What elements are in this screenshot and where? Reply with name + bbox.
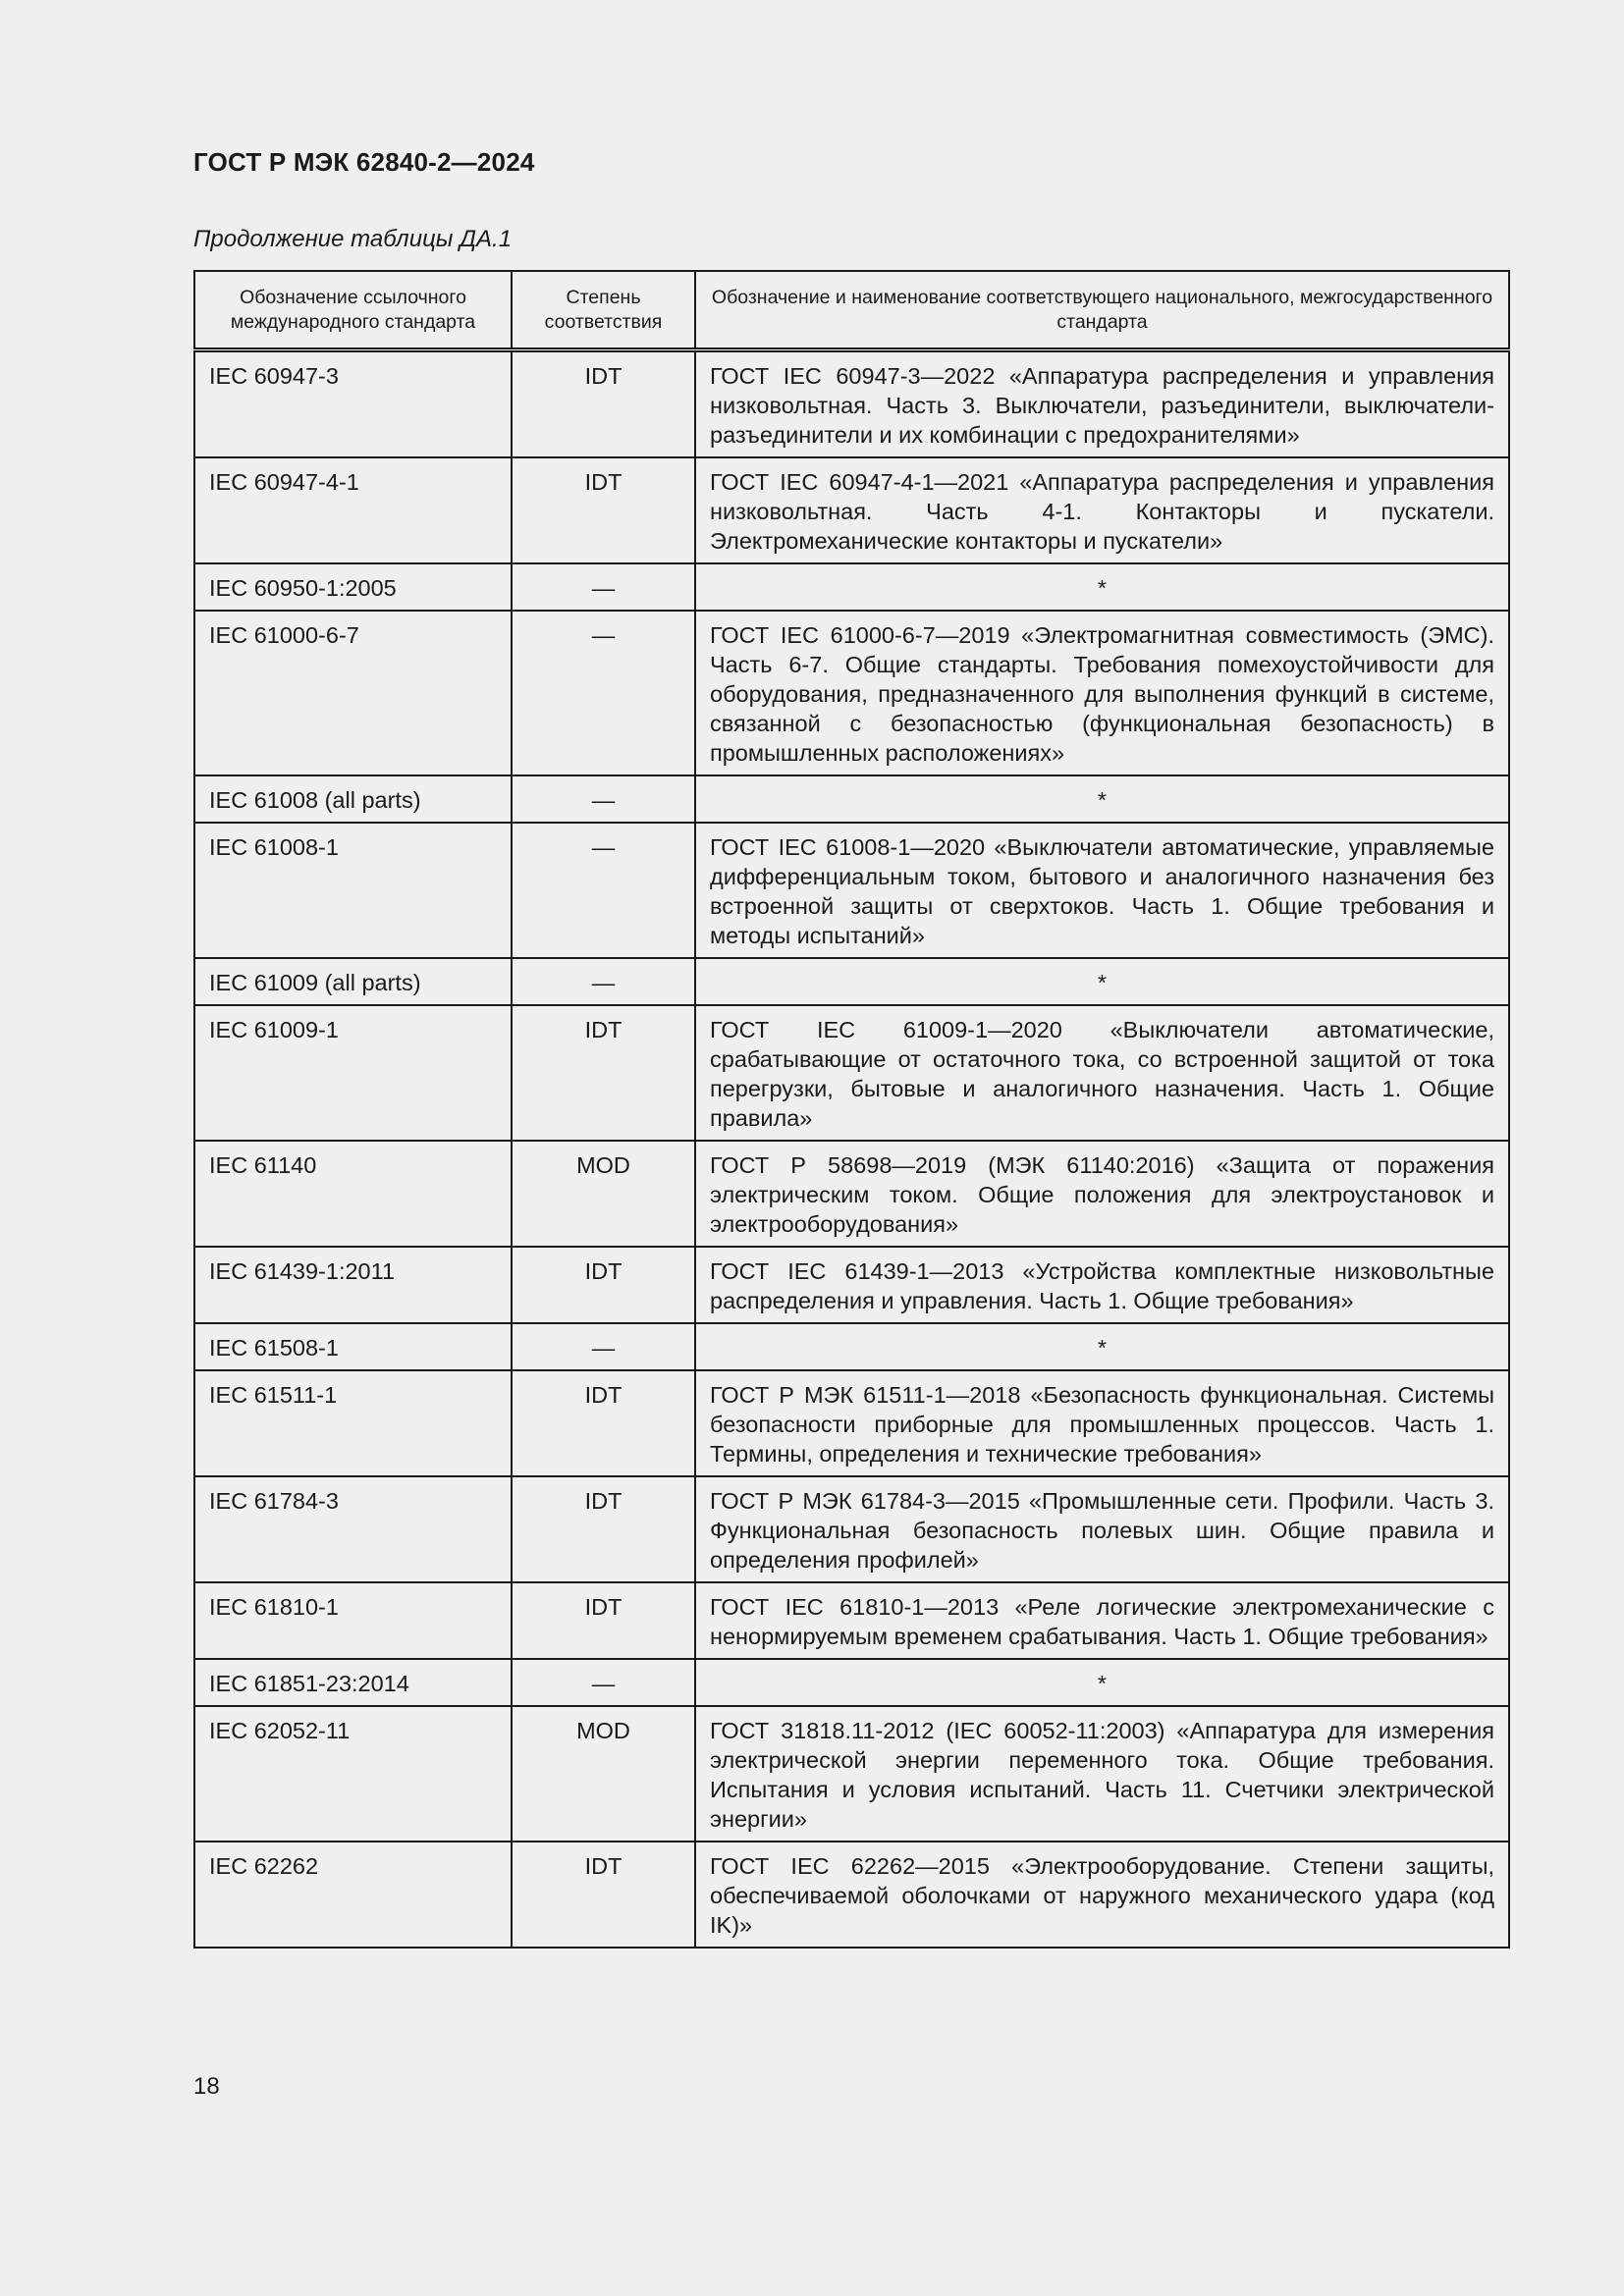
table-row bbox=[194, 611, 1509, 775]
table-row bbox=[194, 775, 1509, 823]
national-standard-cell: ГОСТ IEC 62262—2015 «Электрооборудование. Степени защиты, обеспечиваемой оболочками от наружного механического удара (код IK)» bbox=[695, 1842, 1509, 1948]
reference-standard-cell: IEC 60950-1:2005 bbox=[194, 563, 512, 611]
table-row bbox=[194, 1247, 1509, 1323]
conformity-degree-cell: IDT bbox=[512, 1476, 695, 1582]
national-standard-cell: ГОСТ 31818.11-2012 (IEC 60052-11:2003) «Аппаратура для измерения электрической энергии переменного тока. Общие требования. Испытания и условия испытаний. Часть 11. Счетчики электрической энергии» bbox=[695, 1706, 1509, 1842]
reference-standard-cell: IEC 61009-1 bbox=[194, 1005, 512, 1141]
reference-standards-table bbox=[193, 270, 1510, 1949]
table-row bbox=[194, 958, 1509, 1005]
reference-standard-cell: IEC 61810-1 bbox=[194, 1582, 512, 1659]
page-number: 18 bbox=[193, 2073, 220, 2100]
table-row bbox=[194, 1370, 1509, 1476]
national-standard-cell: ГОСТ Р 58698—2019 (МЭК 61140:2016) «Защита от поражения электрическим током. Общие положения для электроустановок и электрооборудования» bbox=[695, 1141, 1509, 1247]
reference-standard-cell: IEC 61000-6-7 bbox=[194, 611, 512, 775]
conformity-degree-cell: — bbox=[512, 1659, 695, 1706]
national-standard-cell: ГОСТ Р МЭК 61784-3—2015 «Промышленные сети. Профили. Часть 3. Функциональная безопасность полевых шин. Общие правила и определения профилей» bbox=[695, 1476, 1509, 1582]
conformity-degree-cell: IDT bbox=[512, 350, 695, 458]
table-row bbox=[194, 823, 1509, 958]
reference-standard-cell: IEC 61008 (all parts) bbox=[194, 775, 512, 823]
reference-standard-cell: IEC 62262 bbox=[194, 1842, 512, 1948]
conformity-degree-cell: MOD bbox=[512, 1141, 695, 1247]
national-standard-cell: ГОСТ IEC 61810-1—2013 «Реле логические электромеханические с ненормируемым временем срабатывания. Часть 1. Общие требования» bbox=[695, 1582, 1509, 1659]
table-row bbox=[194, 1659, 1509, 1706]
reference-standard-cell: IEC 61140 bbox=[194, 1141, 512, 1247]
national-standard-cell: ГОСТ IEC 60947-3—2022 «Аппаратура распределения и управления низковольтная. Часть 3. Выключатели, разъединители, выключатели-разъединители и их комбинации с предохранителями» bbox=[695, 350, 1509, 458]
column-header-national: Обозначение и наименование соответствующего национального, межгосударственного стандарта bbox=[695, 271, 1509, 350]
reference-standard-cell: IEC 61009 (all parts) bbox=[194, 958, 512, 1005]
national-standard-cell: * bbox=[695, 563, 1509, 611]
reference-standard-cell: IEC 61851-23:2014 bbox=[194, 1659, 512, 1706]
national-standard-cell: ГОСТ IEC 61009-1—2020 «Выключатели автоматические, срабатывающие от остаточного тока, со встроенной защитой от тока перегрузки, бытовые и аналогичного назначения. Часть 1. Общие правила» bbox=[695, 1005, 1509, 1141]
table-row bbox=[194, 1582, 1509, 1659]
reference-standard-cell: IEC 61008-1 bbox=[194, 823, 512, 958]
conformity-degree-cell: IDT bbox=[512, 1005, 695, 1141]
conformity-degree-cell: — bbox=[512, 958, 695, 1005]
conformity-degree-cell: IDT bbox=[512, 1370, 695, 1476]
conformity-degree-cell: — bbox=[512, 823, 695, 958]
table-body bbox=[194, 350, 1509, 1949]
column-header-reference: Обозначение ссылочного международного стандарта bbox=[194, 271, 512, 350]
national-standard-cell: * bbox=[695, 958, 1509, 1005]
reference-standard-cell: IEC 60947-3 bbox=[194, 350, 512, 458]
national-standard-cell: ГОСТ Р МЭК 61511-1—2018 «Безопасность функциональная. Системы безопасности приборные для промышленных процессов. Часть 1. Термины, определения и технические требования» bbox=[695, 1370, 1509, 1476]
table-header-row bbox=[194, 271, 1509, 350]
table-row bbox=[194, 1842, 1509, 1948]
national-standard-cell: * bbox=[695, 1659, 1509, 1706]
conformity-degree-cell: — bbox=[512, 563, 695, 611]
conformity-degree-cell: — bbox=[512, 611, 695, 775]
conformity-degree-cell: IDT bbox=[512, 1247, 695, 1323]
document-title: ГОСТ Р МЭК 62840-2—2024 bbox=[193, 147, 535, 177]
national-standard-cell: * bbox=[695, 775, 1509, 823]
reference-standard-cell: IEC 61439-1:2011 bbox=[194, 1247, 512, 1323]
conformity-degree-cell: — bbox=[512, 775, 695, 823]
national-standard-cell: ГОСТ IEC 60947-4-1—2021 «Аппаратура распределения и управления низковольтная. Часть 4-1. Контакторы и пускатели. Электромеханические контакторы и пускатели» bbox=[695, 457, 1509, 563]
table-row bbox=[194, 350, 1509, 458]
table-row bbox=[194, 563, 1509, 611]
conformity-degree-cell: MOD bbox=[512, 1706, 695, 1842]
national-standard-cell: * bbox=[695, 1323, 1509, 1370]
conformity-degree-cell: IDT bbox=[512, 1842, 695, 1948]
reference-standard-cell: IEC 61511-1 bbox=[194, 1370, 512, 1476]
conformity-degree-cell: IDT bbox=[512, 1582, 695, 1659]
table-row bbox=[194, 1706, 1509, 1842]
table-row bbox=[194, 1005, 1509, 1141]
reference-standard-cell: IEC 60947-4-1 bbox=[194, 457, 512, 563]
reference-standard-cell: IEC 61784-3 bbox=[194, 1476, 512, 1582]
national-standard-cell: ГОСТ IEC 61008-1—2020 «Выключатели автоматические, управляемые дифференциальным током, бытового и аналогичного назначения без встроенной защиты от сверхтоков. Часть 1. Общие требования и методы испытаний» bbox=[695, 823, 1509, 958]
table-caption: Продолжение таблицы ДА.1 bbox=[193, 226, 513, 252]
conformity-degree-cell: — bbox=[512, 1323, 695, 1370]
table-row bbox=[194, 1323, 1509, 1370]
reference-standard-cell: IEC 62052-11 bbox=[194, 1706, 512, 1842]
conformity-degree-cell: IDT bbox=[512, 457, 695, 563]
table-row bbox=[194, 1476, 1509, 1582]
national-standard-cell: ГОСТ IEC 61439-1—2013 «Устройства комплектные низковольтные распределения и управления. Часть 1. Общие требования» bbox=[695, 1247, 1509, 1323]
table-row bbox=[194, 1141, 1509, 1247]
column-header-degree: Степень соответствия bbox=[512, 271, 695, 350]
table-row bbox=[194, 457, 1509, 563]
reference-standard-cell: IEC 61508-1 bbox=[194, 1323, 512, 1370]
national-standard-cell: ГОСТ IEC 61000-6-7—2019 «Электромагнитная совместимость (ЭМС). Часть 6-7. Общие стандарты. Требования помехоустойчивости для оборудования, предназначенного для выполнения функций в системе, связанной с безопасностью (функциональная безопасность) в промышленных расположениях» bbox=[695, 611, 1509, 775]
